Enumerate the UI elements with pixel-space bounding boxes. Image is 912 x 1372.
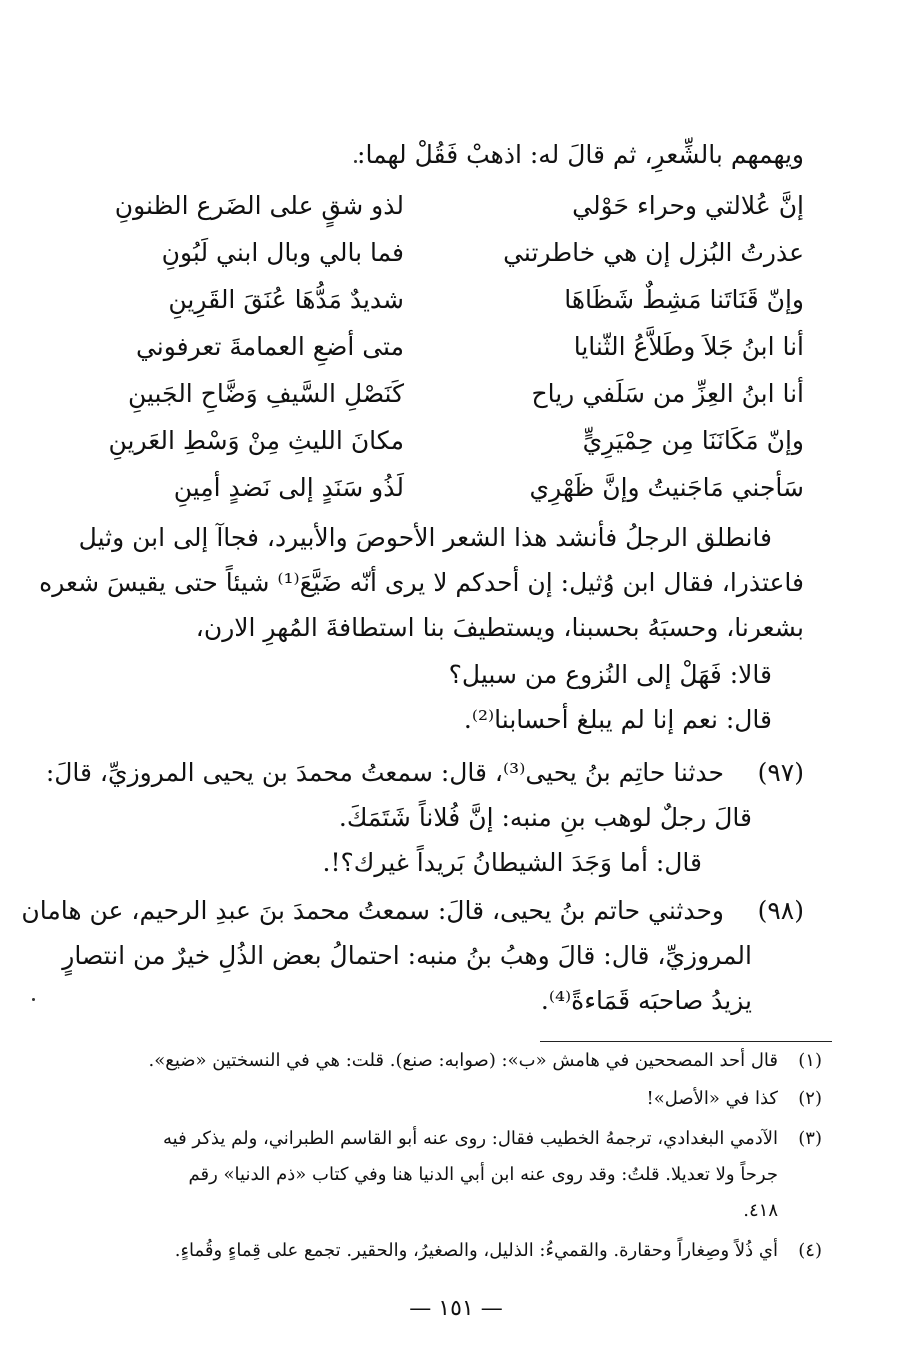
footnote-number: (٤) bbox=[798, 1240, 822, 1261]
narration-line: قال: أما وَجَدَ الشيطانُ بَريداً غيرك؟!. bbox=[322, 848, 702, 877]
verse-row bbox=[100, 233, 804, 281]
verse-first-hemistich: أنا ابنُ العِزِّ من سَلَفي رياح bbox=[531, 379, 804, 408]
verse-second-hemistich: لذو شقٍ على الضَرع الظنونِ bbox=[114, 191, 404, 220]
verse-row bbox=[100, 468, 804, 516]
paragraph-line: فانطلق الرجلُ فأنشد هذا الشعر الأحوصَ والأبيرد، فجاآ إلى ابن وثيل bbox=[78, 523, 772, 552]
paragraph-line: بشعرنا، وحسبَهُ بحسبنا، ويستطيفَ بنا استطافةَ المُهرِ الارن، bbox=[195, 613, 804, 642]
narration-line: يزيدُ صاحبَه قَمَاءةً⁽⁴⁾. bbox=[540, 986, 752, 1015]
footnote-text: جرحاً ولا تعديلا. قلتُ: وقد روى عنه ابن أبي الدنيا هنا وفي كتاب «ذم الدنيا» رقم bbox=[188, 1164, 778, 1185]
narration-line: وحدثني حاتم بنُ يحيى، قالَ: سمعتُ محمدَ بنَ عبدِ الرحيم، عن هامان bbox=[21, 896, 724, 925]
narration-number: (٩٧) bbox=[757, 758, 804, 787]
footnote-rule bbox=[540, 1041, 832, 1042]
dialogue-line: قال: نعم إنا لم يبلغ أحسابنا⁽²⁾. bbox=[463, 705, 772, 734]
verse-second-hemistich: كَنَصْلِ السَّيفِ وَضَّاحِ الجَبينِ bbox=[127, 379, 404, 408]
footnote bbox=[100, 1236, 822, 1268]
verse-second-hemistich: متى أضعِ العمامةَ تعرفوني bbox=[135, 332, 404, 361]
intro-line: ويهمهم بالشِّعرِ، ثم قالَ له: اذهبْ فَقُلْ لهما: bbox=[357, 140, 804, 169]
footnote bbox=[100, 1084, 822, 1116]
verse-row bbox=[100, 186, 804, 234]
footnote bbox=[100, 1046, 822, 1078]
footnote-number: (٢) bbox=[798, 1088, 822, 1109]
footnote-text: قال أحد المصححين في هامش «ب»: (صوابه: صنع). قلت: هي في النسختين «ضيع». bbox=[148, 1050, 778, 1071]
narration-line: حدثنا حاتِم بنُ يحيى⁽³⁾، قال: سمعتُ محمدَ بن يحيى المروزيِّ، قالَ: bbox=[45, 758, 724, 787]
narration-number: (٩٨) bbox=[757, 896, 804, 925]
verse-first-hemistich: وإنّ قَنَاتَنا مَشِطٌ شَظَاهَا bbox=[564, 285, 804, 314]
verse-row bbox=[100, 280, 804, 328]
verse-first-hemistich: سَأجني مَاجَنيتُ وإنَّ ظَهْرِي bbox=[529, 473, 804, 502]
footnote-text: الآدمي البغدادي، ترجمهُ الخطيب فقال: روى عنه أبو القاسم الطبراني، ولم يذكر فيه bbox=[163, 1128, 778, 1149]
verse-second-hemistich: شديدٌ مَدُّهَا عُنَقَ القَرِينِ bbox=[168, 285, 404, 314]
verse-first-hemistich: عذرتُ البُزل إن هي خاطرتني bbox=[503, 238, 804, 267]
footnote-number: (١) bbox=[798, 1050, 822, 1071]
verse-first-hemistich: إنَّ عُلالتي وحراء حَوْلي bbox=[572, 191, 804, 220]
verse-row bbox=[100, 374, 804, 422]
verse-second-hemistich: فما بالي وبال ابني لَبُونِ bbox=[161, 238, 404, 267]
footnote-text: ٤١٨. bbox=[743, 1200, 778, 1221]
verse-first-hemistich: وإنّ مَكَانَنَا مِن حِمْيَرِيٍّ bbox=[582, 426, 804, 455]
speck bbox=[354, 160, 357, 163]
verse-second-hemistich: لَذُو سَنَدٍ إلى نَضدٍ أمِينِ bbox=[173, 473, 404, 502]
verse-first-hemistich: أنا ابنُ جَلاَ وطَلاَّعُ الثّنايا bbox=[573, 332, 804, 361]
verse-row bbox=[100, 327, 804, 375]
narration-line: قالَ رجلٌ لوهب بنِ منبه: إنَّ فُلاناً شَتَمَكَ. bbox=[338, 803, 752, 832]
verse-row bbox=[100, 421, 804, 469]
dialogue-line: قالا: فَهَلْ إلى النُزوع من سبيل؟ bbox=[448, 660, 772, 689]
narration-line: المروزيِّ، قال: قالَ وهبُ بنُ منبه: احتمالُ بعض الذُلِ خيرٌ من انتصارٍ bbox=[62, 941, 752, 970]
speck bbox=[32, 998, 35, 1001]
footnote-text: كذا في «الأصل»! bbox=[646, 1088, 778, 1109]
footnote-number: (٣) bbox=[798, 1128, 822, 1149]
footnote-text: أي ذُلاً وصِغاراً وحقارة. والقميءُ: الذليل، والصغيرُ، والحقير. تجمع على قِماءٍ وقُماءٍ. bbox=[174, 1240, 778, 1261]
page-number: — ١٥١ — bbox=[409, 1296, 503, 1321]
verse-second-hemistich: مكانَ الليثِ مِنْ وَسْطِ العَرينِ bbox=[108, 426, 404, 455]
footnote bbox=[100, 1124, 822, 1234]
paragraph-line: فاعتذرا، فقال ابن وُثيل: إن أحدكم لا يرى أنّه ضَيَّعَ⁽¹⁾ شيئاً حتى يقيسَ شعره bbox=[39, 568, 804, 597]
